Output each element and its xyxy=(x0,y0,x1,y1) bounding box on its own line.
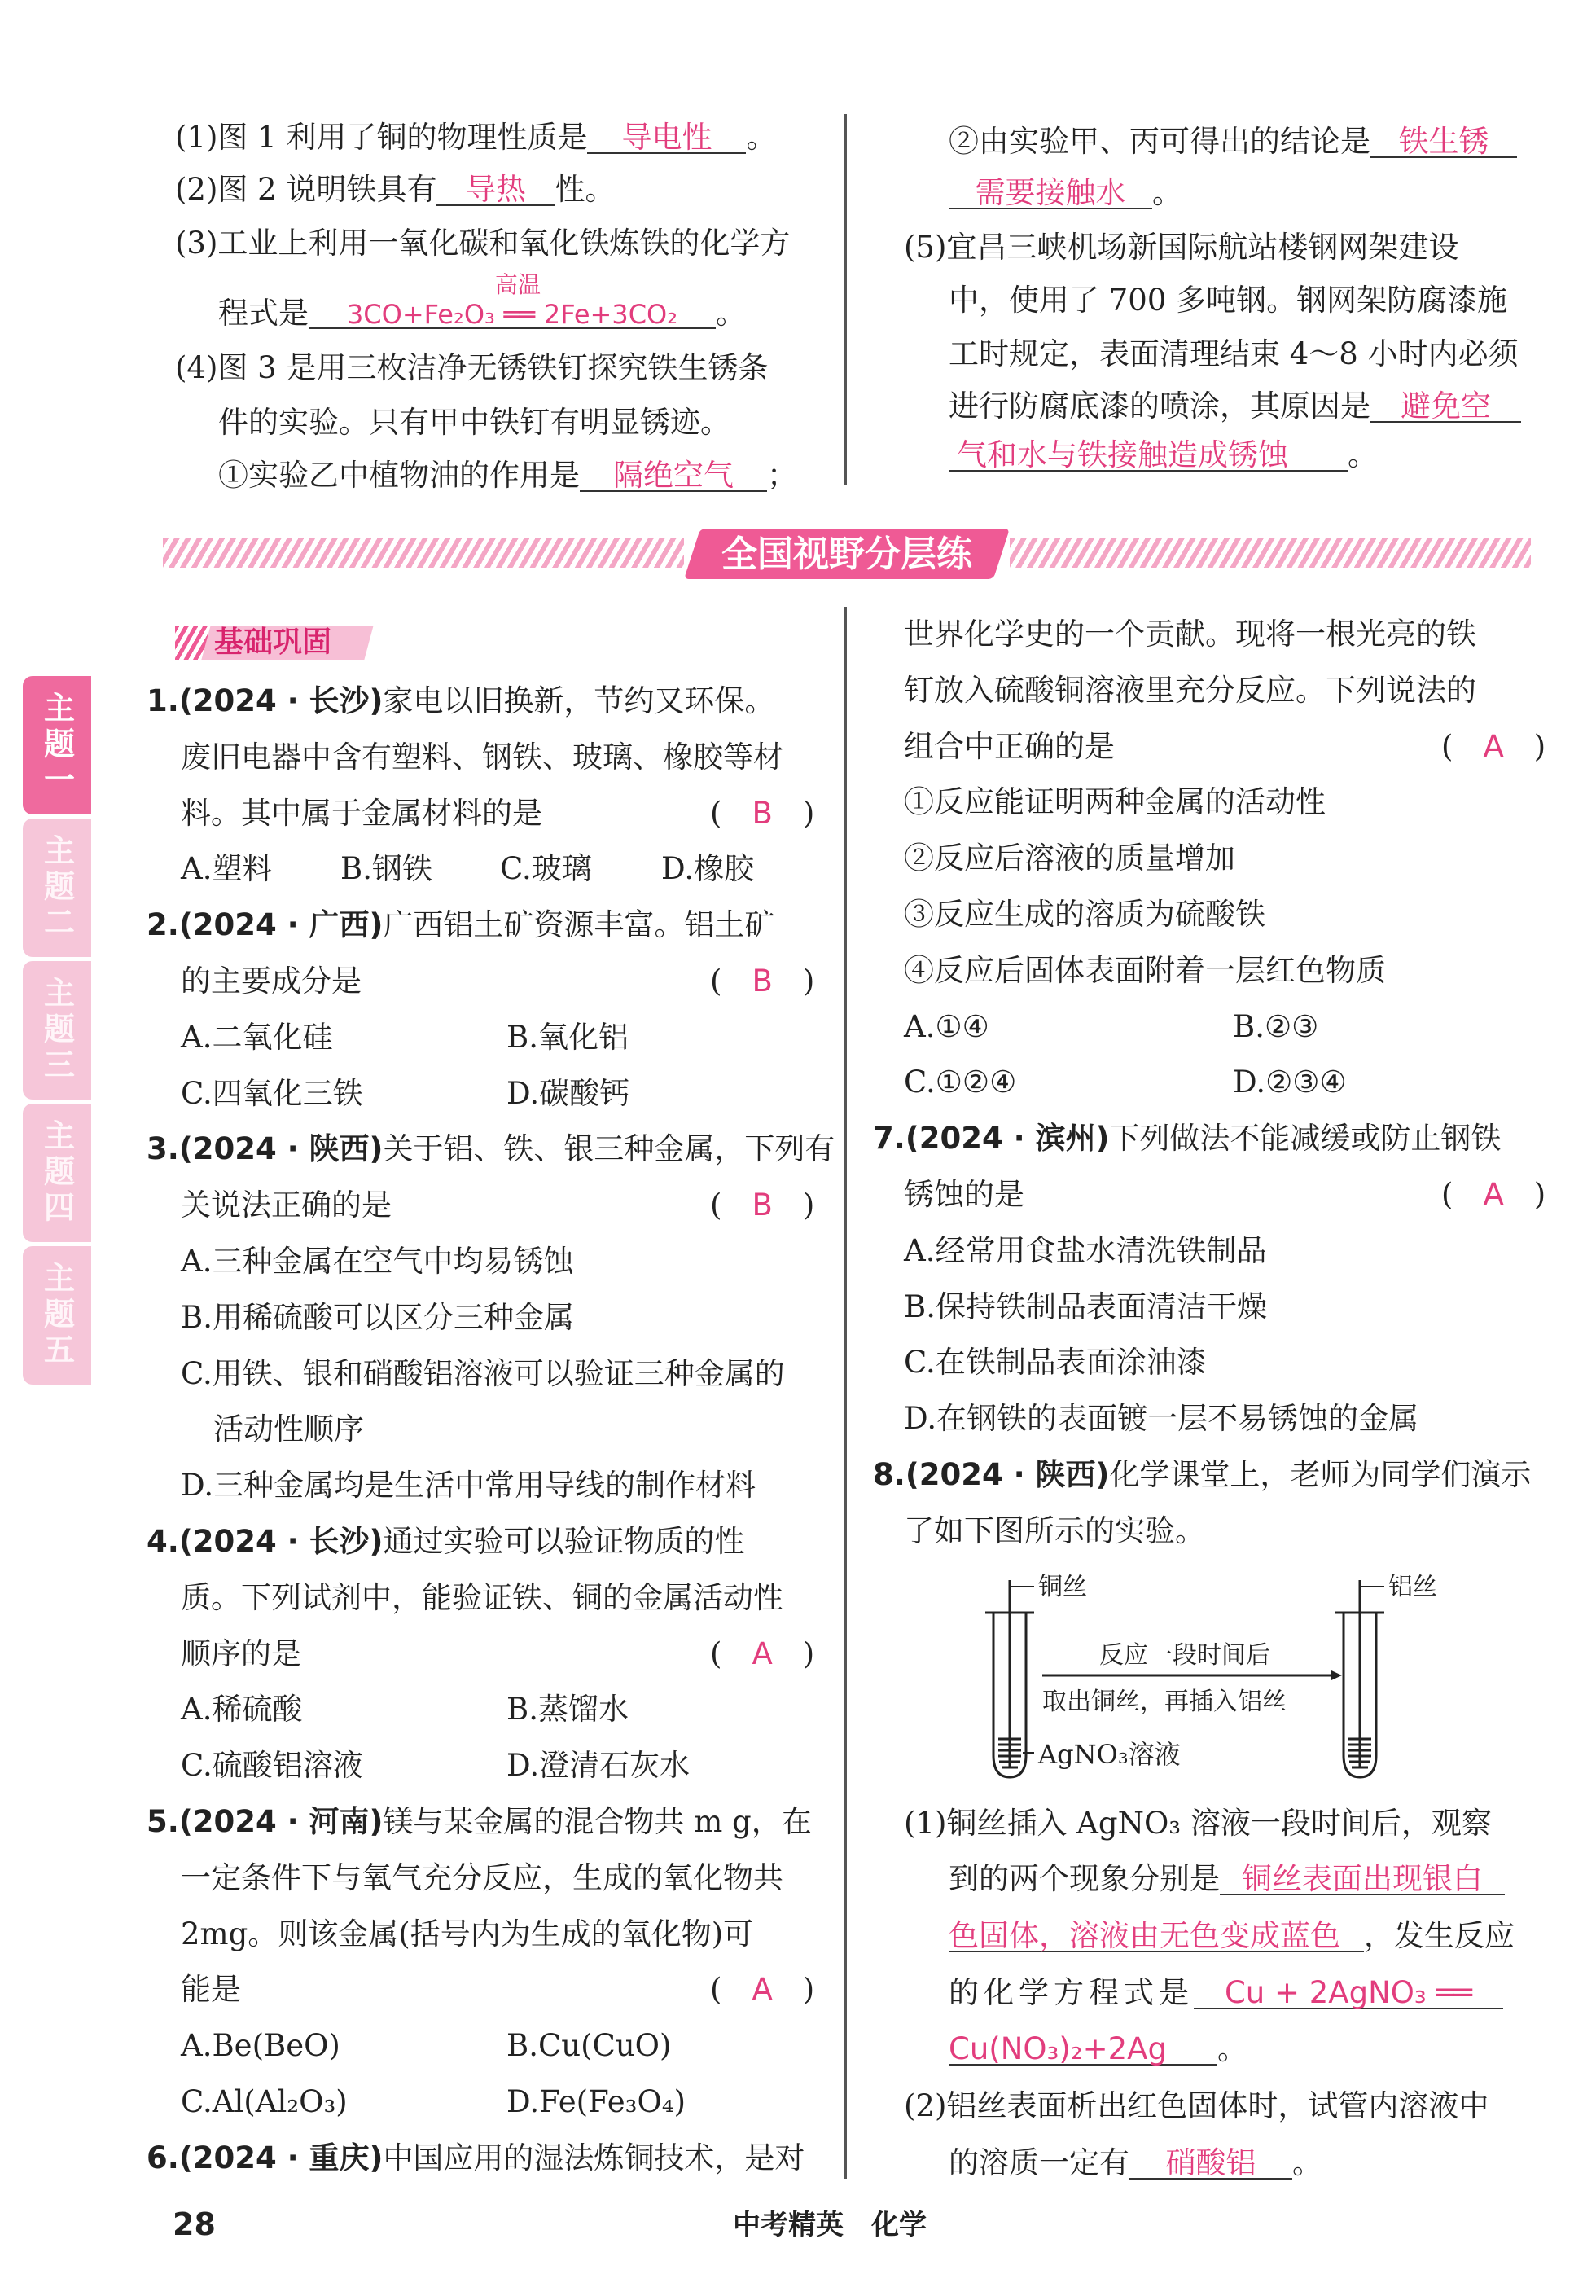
question-line xyxy=(904,897,1265,932)
option-choice[interactable]: A.Be(BeO) xyxy=(181,2028,340,2064)
question-line xyxy=(904,1232,1267,1268)
question-text: 锈蚀的是 xyxy=(904,1177,1024,1212)
question-text: ①反应能证明两种金属的活动性 xyxy=(904,784,1326,820)
equation-arrow: 高温 ══ xyxy=(494,271,541,330)
q-top-3-line1: (3)工业上利用一氧化碳和氧化铁炼铁的化学方 xyxy=(175,226,791,261)
q-top-4-line2: 件的实验。只有甲中铁钉有明显锈迹。 xyxy=(218,405,730,440)
question-line xyxy=(181,1355,785,1391)
question-text: 的主要成分是 xyxy=(181,964,362,999)
q-top-2 xyxy=(175,174,615,206)
option-choice[interactable]: D.澄清石灰水 xyxy=(506,1748,691,1784)
question-text: 下列做法不能减缓或防止钢铁 xyxy=(1109,1121,1502,1157)
option-choice[interactable]: D.橡胶 xyxy=(661,851,755,887)
q8-line-g xyxy=(949,2145,1322,2180)
answer-text: 铁生锈 xyxy=(1398,124,1489,159)
question-line xyxy=(904,1512,1205,1548)
answer-text: 铜丝表面出现银白 xyxy=(1242,1861,1483,1896)
label-arrow-top: 反应一段时间后 xyxy=(1099,1641,1270,1670)
question-text: 废旧电器中含有塑料、钢铁、玻璃、橡胶等材 xyxy=(181,739,783,775)
q-top-4-line3 xyxy=(218,460,797,492)
question-source: (2024 · 重庆) xyxy=(178,2140,384,2175)
question-text: 关说法正确的是 xyxy=(181,1188,392,1223)
question-text: A.三种金属在空气中均易锈蚀 xyxy=(181,1244,574,1279)
question-line xyxy=(181,1244,574,1279)
answer-text: Cu(NO₃)₂+2Ag xyxy=(949,2031,1167,2066)
question-text: 顺序的是 xyxy=(181,1635,301,1671)
question-text: C.用铁、银和硝酸铝溶液可以验证三种金属的 xyxy=(181,1355,785,1391)
question-line xyxy=(181,1635,301,1671)
q-top-3-line2 xyxy=(218,271,746,331)
punct: 。 xyxy=(746,120,777,155)
question-line xyxy=(904,784,1326,820)
question-text: 料。其中属于金属材料的是 xyxy=(181,795,542,831)
answer-bracket: ( B ) xyxy=(710,1188,815,1223)
answer-text: 避免空 xyxy=(1401,389,1491,424)
question-line xyxy=(873,1121,1502,1157)
answer-bracket: ( A ) xyxy=(1441,1177,1546,1212)
question-text: 组合中正确的是 xyxy=(904,728,1115,764)
option-choice[interactable]: A.①④ xyxy=(904,1008,989,1044)
question-number: 1. xyxy=(147,683,179,718)
question-number: 8. xyxy=(873,1457,905,1492)
q8-line-c xyxy=(949,1918,1515,1953)
q8-line-f: (2)铝丝表面析出红色固体时，试管内溶液中 xyxy=(904,2088,1489,2123)
equation-condition: 高温 xyxy=(494,271,541,298)
option-choice[interactable]: A.二氧化硅 xyxy=(181,1019,333,1055)
question-text: ③反应生成的溶质为硫酸铁 xyxy=(904,897,1265,932)
option-choice[interactable]: B.Cu(CuO) xyxy=(506,2028,672,2064)
answer-text: 导电性 xyxy=(621,120,712,155)
punct: 性。 xyxy=(555,172,616,207)
question-source: (2024 · 陕西) xyxy=(178,1131,384,1167)
question-text: 镁与某金属的混合物共 m g，在 xyxy=(383,1804,812,1839)
question-line xyxy=(873,1457,1532,1492)
option-choice[interactable]: C.Al(Al₂O₃) xyxy=(181,2084,348,2119)
question-line xyxy=(904,1288,1267,1324)
question-text: 的溶质一定有 xyxy=(949,2145,1129,2180)
experiment-figure xyxy=(961,1564,1515,1784)
question-number: 5. xyxy=(147,1804,179,1839)
option-choice[interactable]: C.玻璃 xyxy=(500,851,592,887)
option-choice[interactable]: B.氧化铝 xyxy=(506,1019,629,1055)
answer-text: 硝酸铝 xyxy=(1165,2145,1256,2180)
punct: 。 xyxy=(1217,2031,1247,2066)
question-line xyxy=(181,1299,574,1335)
question-text: 进行防腐底漆的喷涂，其原因是 xyxy=(949,389,1370,424)
option-choice[interactable]: B.蒸馏水 xyxy=(506,1692,629,1727)
punct: 。 xyxy=(1292,2145,1322,2180)
q8-line-b xyxy=(949,1861,1505,1896)
question-line xyxy=(213,1411,364,1447)
option-choice[interactable]: B.②③ xyxy=(1233,1008,1319,1044)
option-choice[interactable]: D.碳酸钙 xyxy=(506,1075,630,1111)
question-source: (2024 · 滨州) xyxy=(905,1121,1110,1157)
option-choice[interactable]: D.Fe(Fe₃O₄) xyxy=(506,2084,686,2119)
option-choice[interactable]: B.钢铁 xyxy=(340,851,432,887)
question-number: 2. xyxy=(147,907,179,943)
answer-bracket: ( B ) xyxy=(710,964,815,999)
answer-choice: B xyxy=(752,964,773,999)
equation-left: 3CO+Fe₂O₃ xyxy=(346,299,495,330)
column-divider-main xyxy=(844,607,847,2179)
question-line xyxy=(181,1579,783,1615)
q-top-4-line1: (4)图 3 是用三枚洁净无锈铁钉探究铁生锈条 xyxy=(175,350,769,385)
page-number: 28 xyxy=(173,2206,216,2242)
question-text: ②由实验甲、丙可得出的结论是 xyxy=(949,124,1370,159)
q-top-r5-line4 xyxy=(949,391,1521,423)
question-text: 的化学方程式是 xyxy=(949,1975,1194,2010)
question-line xyxy=(904,1345,1207,1381)
question-text: 2mg。则该金属(括号内为生成的氧化物)可 xyxy=(181,1916,754,1951)
question-line xyxy=(904,617,1476,652)
question-number: 3. xyxy=(147,1131,179,1167)
question-source: (2024 · 长沙) xyxy=(178,683,384,718)
question-text: 通过实验可以验证物质的性 xyxy=(383,1524,745,1559)
option-choice[interactable]: C.①②④ xyxy=(904,1065,1017,1100)
side-tab-topic-3[interactable]: 主题三 xyxy=(23,961,91,1100)
column-divider xyxy=(844,114,847,485)
question-text: 家电以旧换新，节约又环保。 xyxy=(383,683,775,718)
question-number: 7. xyxy=(873,1121,905,1157)
question-line xyxy=(147,1131,835,1167)
question-text: (1)图 1 利用了铜的物理性质是 xyxy=(175,120,588,155)
question-number: 4. xyxy=(147,1524,179,1559)
label-arrow-bottom: 取出铜丝，再插入铝丝 xyxy=(1042,1688,1287,1716)
answer-choice: A xyxy=(1483,728,1504,764)
answer-bracket: ( A ) xyxy=(710,1635,815,1671)
question-text: ②反应后溶液的质量增加 xyxy=(904,841,1235,876)
question-text: 关于铝、铁、银三种金属，下列有 xyxy=(383,1131,835,1167)
question-text: 程式是 xyxy=(218,296,309,331)
q-top-r5-line3: 工时规定，表面清理结束 4～8 小时内必须 xyxy=(949,336,1519,371)
answer-text: 导热 xyxy=(465,172,526,207)
label-solution: AgNO₃溶液 xyxy=(1038,1739,1181,1770)
option-choice[interactable]: C.硫酸铝溶液 xyxy=(181,1748,363,1784)
question-line xyxy=(904,1177,1024,1212)
question-text: 中国应用的湿法炼铜技术，是对 xyxy=(383,2140,805,2175)
question-text: ④反应后固体表面附着一层红色物质 xyxy=(904,952,1386,988)
answer-bracket: ( B ) xyxy=(710,795,815,831)
side-tab-topic-4[interactable]: 主题四 xyxy=(23,1104,91,1242)
question-text: 质。下列试剂中，能验证铁、铜的金属活动性 xyxy=(181,1579,783,1615)
punct: 。 xyxy=(716,296,746,331)
question-text: 能是 xyxy=(181,1972,241,2008)
q8-line-d xyxy=(949,1975,1503,2010)
question-line xyxy=(904,672,1476,708)
q-top-r1 xyxy=(949,126,1517,158)
answer-text: 隔绝空气 xyxy=(613,458,734,493)
punct: ； xyxy=(767,458,797,493)
answer-text: 需要接触水 xyxy=(975,175,1126,210)
label-aluminum-wire: 铝丝 xyxy=(1388,1573,1437,1601)
q-top-r5-line1: (5)宜昌三峡机场新国际航站楼钢网架建设 xyxy=(904,230,1459,265)
question-text: D.在钢铁的表面镀一层不易锈蚀的金属 xyxy=(904,1401,1419,1437)
question-text: 钉放入硫酸铜溶液里充分反应。下列说法的 xyxy=(904,672,1476,708)
q-top-1 xyxy=(175,122,776,154)
question-line xyxy=(904,841,1235,876)
question-text: C.在铁制品表面涂油漆 xyxy=(904,1345,1207,1381)
question-line xyxy=(181,964,362,999)
question-line xyxy=(147,2140,805,2175)
q-top-r2 xyxy=(949,175,1182,210)
question-line xyxy=(147,1524,745,1559)
answer-text: Cu + 2AgNO₃ ══ xyxy=(1224,1975,1473,2010)
answer-choice: A xyxy=(752,1972,773,2008)
option-choice[interactable]: D.②③④ xyxy=(1233,1065,1347,1100)
question-text: 广西铝土矿资源丰富。铝土矿 xyxy=(383,907,775,943)
question-line xyxy=(181,1972,241,2008)
answer-choice: B xyxy=(752,1188,773,1223)
question-text: (2)图 2 说明铁具有 xyxy=(175,172,437,207)
section-tag xyxy=(175,619,370,666)
question-line xyxy=(181,1916,754,1951)
section-banner xyxy=(163,533,1531,573)
question-line xyxy=(904,1401,1419,1437)
option-choice[interactable]: A.稀硫酸 xyxy=(181,1692,303,1727)
q8-line-a: (1)铜丝插入 AgNO₃ 溶液一段时间后，观察 xyxy=(904,1806,1492,1841)
q-top-r5-line5 xyxy=(949,437,1378,472)
question-text: 一定条件下与氧气充分反应，生成的氧化物共 xyxy=(181,1859,783,1895)
question-line xyxy=(147,907,775,943)
punct: 。 xyxy=(1152,175,1182,210)
banner-stripes-right xyxy=(1010,538,1531,568)
question-number: 6. xyxy=(147,2140,179,2175)
equation-right: 2Fe+3CO₂ xyxy=(543,299,678,330)
banner-stripes-left xyxy=(163,538,684,568)
question-line xyxy=(181,739,783,775)
question-line xyxy=(904,728,1115,764)
question-text: D.三种金属均是生活中常用导线的制作材料 xyxy=(181,1468,756,1504)
answer-text: 色固体，溶液由无色变成蓝色 xyxy=(949,1918,1340,1953)
answer-bracket: ( A ) xyxy=(710,1972,815,2008)
question-source: (2024 · 陕西) xyxy=(905,1457,1110,1492)
test-tube-right xyxy=(1335,1580,1384,1777)
side-tab-topic-5[interactable]: 主题五 xyxy=(23,1246,91,1385)
question-text: 世界化学史的一个贡献。现将一根光亮的铁 xyxy=(904,617,1476,652)
option-choice[interactable]: A.塑料 xyxy=(181,851,273,887)
question-source: (2024 · 广西) xyxy=(178,907,384,943)
reaction-arrow xyxy=(1042,1670,1342,1680)
q-top-r5-line2: 中，使用了 700 多吨钢。钢网架防腐漆施 xyxy=(949,283,1508,318)
footer-title: 中考精英 化学 xyxy=(733,2209,927,2241)
answer-choice: B xyxy=(752,795,773,831)
answer-choice: A xyxy=(1483,1177,1504,1212)
question-line xyxy=(147,683,775,718)
question-line xyxy=(181,1188,392,1223)
test-tube-left xyxy=(985,1580,1034,1777)
question-source: (2024 · 河南) xyxy=(178,1804,384,1839)
punct: 。 xyxy=(1348,437,1378,472)
question-text: 了如下图所示的实验。 xyxy=(904,1512,1205,1548)
label-copper-wire: 铜丝 xyxy=(1038,1573,1087,1601)
question-text: 活动性顺序 xyxy=(213,1411,364,1447)
answer-bracket: ( A ) xyxy=(1441,728,1546,764)
question-line xyxy=(147,1804,812,1839)
question-line xyxy=(181,1859,783,1895)
side-tab-topic-2[interactable]: 主题二 xyxy=(23,819,91,957)
question-line xyxy=(181,795,542,831)
question-text: ①实验乙中植物油的作用是 xyxy=(218,458,580,493)
banner-title: 全国视野分层练 xyxy=(721,533,972,575)
q8-line-e xyxy=(949,2031,1247,2066)
question-text: 化学课堂上，老师为同学们演示 xyxy=(1109,1457,1532,1492)
side-tab-topic-1[interactable]: 主题一 xyxy=(23,676,91,814)
option-choice[interactable]: C.四氧化三铁 xyxy=(181,1075,363,1111)
question-text: B.用稀硫酸可以区分三种金属 xyxy=(181,1299,574,1335)
tag-label: 基础巩固 xyxy=(214,626,332,659)
question-line xyxy=(904,952,1386,988)
question-text: ，发生反应 xyxy=(1364,1918,1515,1953)
answer-choice: A xyxy=(752,1635,773,1671)
question-text: 到的两个现象分别是 xyxy=(949,1861,1220,1896)
question-text: B.保持铁制品表面清洁干燥 xyxy=(904,1288,1267,1324)
answer-text: 气和水与铁接触造成锈蚀 xyxy=(957,437,1288,472)
question-text: A.经常用食盐水清洗铁制品 xyxy=(904,1232,1267,1268)
question-line xyxy=(181,1468,756,1504)
question-source: (2024 · 长沙) xyxy=(178,1524,384,1559)
